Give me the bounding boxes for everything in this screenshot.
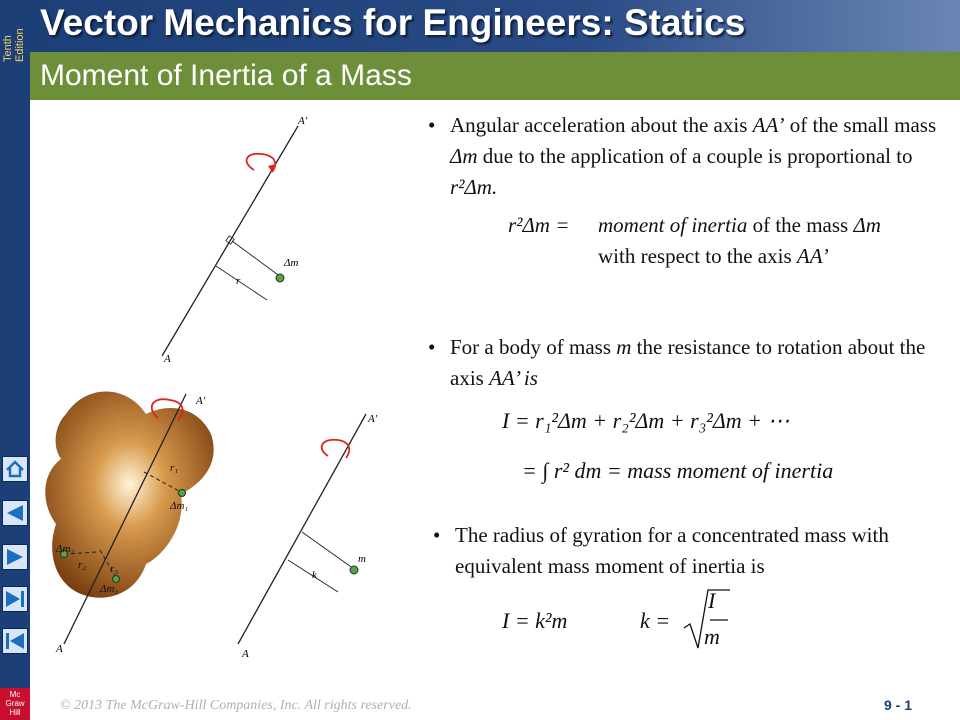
definition-text: moment of inertia of the mass Δm with respect to the axis AA’: [598, 213, 881, 268]
equation-sum: I = r₁²Δm + r₂²Δm + r₃²Δm + ⋯: [502, 408, 790, 433]
rotation-arrow: [322, 440, 350, 458]
axis-label: A: [164, 353, 171, 365]
k-denominator: m: [704, 624, 720, 649]
mass-point: [276, 274, 284, 282]
axis-label: A: [242, 648, 249, 660]
axis-label: A′: [298, 115, 308, 127]
r-label: r: [236, 275, 241, 287]
slide-subtitle: Moment of Inertia of a Mass: [40, 59, 412, 92]
edition-label: Tenth Edition: [2, 28, 26, 62]
r1-label: r₁: [170, 462, 179, 474]
r2-label: r₂: [78, 559, 87, 571]
inertia-figure: [36, 104, 416, 664]
bullet-radius-of-gyration: • The radius of gyration for a concentrated mass with equivalent mass moment of inertia is: [433, 523, 889, 578]
first-button[interactable]: [2, 628, 28, 654]
m1-label: Δm₁: [170, 500, 189, 512]
axis-label: A′: [196, 395, 206, 407]
next-button[interactable]: [2, 544, 28, 570]
copyright: © 2013 The McGraw-Hill Companies, Inc. All rights reserved.: [60, 698, 412, 713]
page-title: Vector Mechanics for Engineers: Statics: [40, 2, 746, 43]
definition-lhs: r²Δm =: [508, 213, 570, 237]
m2-label: Δm₂: [56, 543, 75, 555]
axis-label: A: [56, 643, 63, 655]
radius-line: [232, 241, 281, 277]
skip-start-icon: [3, 629, 27, 653]
page-number: 9 - 1: [884, 697, 913, 713]
triangle-left-icon: [3, 501, 27, 525]
last-button[interactable]: [2, 586, 28, 612]
axis-label: A′: [368, 413, 378, 425]
mass-point: [350, 566, 358, 574]
skip-end-icon: [3, 587, 27, 611]
k-label: k: [312, 569, 317, 581]
m-label: m: [358, 553, 366, 565]
r3-label: r₃: [110, 563, 119, 575]
bullet-angular-acceleration: • Angular acceleration about the axis AA’ of the small mass Δm due to the application of a couple is proportional to r²Δm.: [428, 113, 937, 199]
triangle-right-icon: [3, 545, 27, 569]
equation-integral: = ∫ r² dm = mass moment of inertia: [522, 458, 834, 483]
axis-line-top: [162, 126, 298, 356]
m3-label: Δm₃: [100, 583, 119, 595]
home-icon: [3, 457, 27, 481]
mass-label: Δm: [284, 257, 299, 269]
equation-i-km: I = k²m: [502, 608, 568, 633]
previous-button[interactable]: [2, 500, 28, 526]
rigid-body: [45, 392, 213, 598]
bullet-body-of-mass: • For a body of mass m the resistance to rotation about the axis AA’ is: [428, 335, 926, 390]
axis-line-right: [238, 414, 366, 644]
home-button[interactable]: [2, 456, 28, 482]
equation-k-lhs: k =: [640, 608, 671, 633]
k-numerator: I: [708, 588, 716, 613]
mcgraw-hill-logo: Mc Graw Hill: [0, 688, 30, 720]
